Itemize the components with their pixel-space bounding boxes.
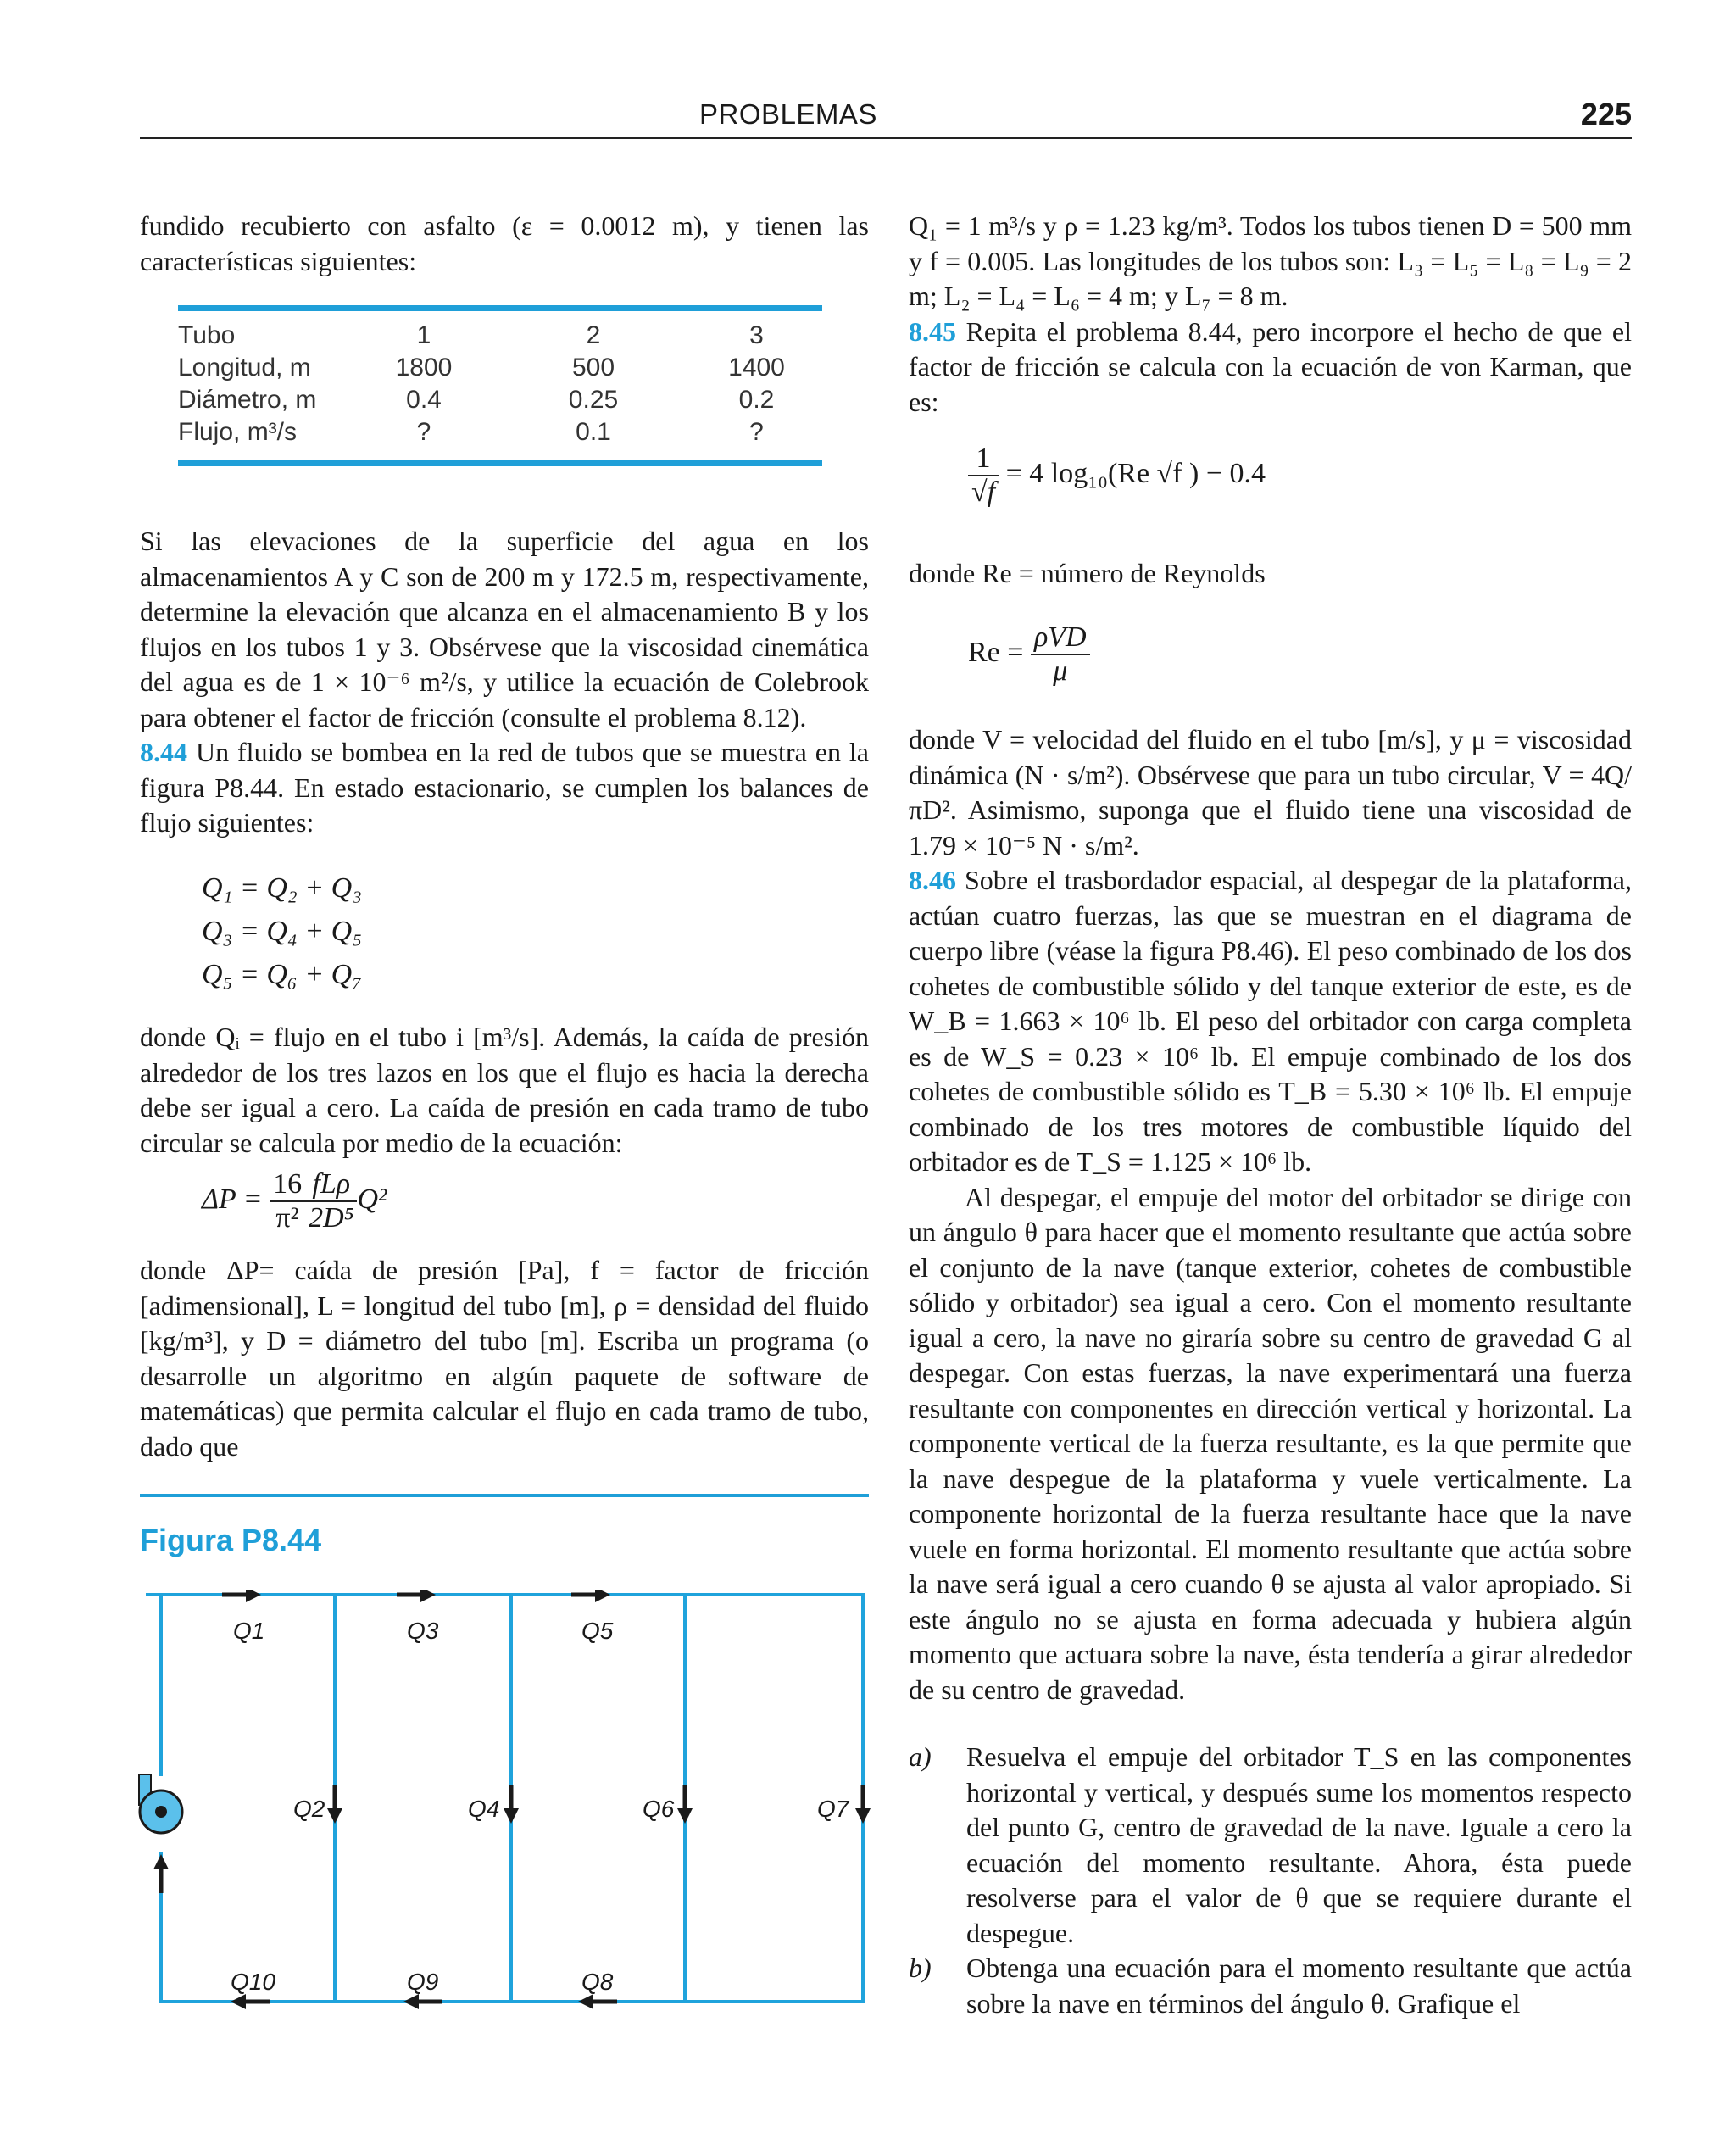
eq-rhs: = 4 log₁₀(Re √f ) − 0.4 [1005,457,1266,489]
arrow-down-q4 [504,1785,519,1824]
right-column-list [909,1740,1632,2021]
frac-den: μ [1053,655,1068,687]
arrow-right-q1 [222,1590,261,1602]
label-q10: Q10 [231,1969,275,1995]
frac-den: π² [275,1202,299,1234]
label-q4: Q4 [468,1796,500,1822]
list-text: Resuelva el empuje del orbitador T_S en las componentes horizontal y vertical, y después sume los momentos respecto del punto G, centro de gravedad de la nave. Iguale a cero la ecuación del momento resultante. Ahora, ésta puede resolverse para el valor de θ que se requiere durante el despegue. [966,1741,1632,1948]
intro-paragraph: fundido recubierto con asfalto (ε = 0.0012 m), y tienen las características siguientes: [140,210,869,276]
table-row [178,320,822,352]
eq-tail: Q² [357,1183,387,1215]
velocity-paragraph: donde V = velocidad del fluido en el tubo [m/s], y μ = viscosidad dinámica (N · s/m²). Obsérvese que para un tubo circular, V = 4Q/πD². Asimismo, suponga que el fluido tiene una viscosidad de 1.79 × 10⁻⁵ N · s/m². [909,724,1632,861]
frac-num: 1 [968,443,999,476]
re-definition [909,556,1632,592]
problem-8-46 [909,863,1632,1180]
re-definition-text: donde Re = número de Reynolds [909,558,1266,588]
table-row [178,416,822,448]
list-item-b [909,1951,1632,2021]
von-karman-equation [968,443,1266,509]
balance-eq-2: Q₃ = Q₄ + Q₅ [202,916,363,947]
arrow-left-q10 [231,1994,270,2009]
figure-rule [140,1494,869,1497]
eq-lhs: ΔP = [202,1183,263,1215]
left-column-body [140,524,869,841]
problem-text: Un fluido se bombea en la red de tubos que se muestra en la figura P8.44. En estado estacionario, se cumplen los balances de flujo siguientes: [140,737,869,838]
table-cell: 1400 [728,354,785,382]
frac-den: √f [971,476,996,508]
eq-lhs: Re = [968,636,1024,668]
pressure-drop-equation [202,1168,387,1234]
row-header-cell: Longitud, m [178,354,311,382]
right-column-body [909,722,1632,1707]
problem-text: Sobre el trasbordador espacial, al despegar de la plataforma, actúan cuatro fuerzas, las que se muestran en el diagrama de cuerpo libre (véase la figura P8.46). El peso combinado de los dos cohetes de combustible sólido y del tanque exterior de este, es de W_B = 1.663 × 10⁶ lb. El peso del orbitador con carga completa es de W_S = 0.23 × 10⁶ lb. El empuje combinado de los dos cohetes de combustible sólido es T_B = 5.30 × 10⁶ lb. El empuje combinado de los tres motores de combustible líquido del orbitador es de T_S = 1.125 × 10⁶ lb. [909,865,1633,1177]
running-title: PROBLEMAS [699,98,877,130]
row-header-cell: Flujo, m³/s [178,418,298,446]
page-number: 225 [1580,97,1632,131]
problem-number: 8.45 [909,315,956,347]
label-q5: Q5 [581,1618,614,1644]
label-q3: Q3 [407,1618,439,1644]
problem-number: 8.46 [909,865,956,895]
reynolds-equation [968,621,1090,688]
row-header-cell: Tubo [178,321,236,349]
eq-frac-2 [305,1168,357,1234]
table-cell: 1 [416,321,431,349]
table-cell: ? [749,418,764,446]
arrow-left-q8 [578,1994,617,2009]
table-cell: 1800 [395,354,453,382]
problem-8-45 [909,315,1632,421]
label-q6: Q6 [643,1796,675,1822]
pipe-data-table [178,320,822,448]
table-bottom-rule [178,460,822,466]
eq-frac [1031,621,1090,688]
label-q7: Q7 [817,1796,849,1822]
flow-balance-equations [202,866,626,996]
list-label: b) [909,1952,932,1983]
arrow-right-q5 [571,1590,610,1602]
page-header [140,93,1632,139]
liftoff-paragraph: Al despegar, el empuje del motor del orbitador se dirige con un ángulo θ para hacer que el momento resultante que actúa sobre el conjunto de la nave (tanque exterior, cohetes de combustible sólido y orbitador) sea igual a cero. Con el momento resultante igual a cero, la nave no giraría sobre su centro de gravedad G al despegar. Con estas fuerzas, la nave experimentará una fuerza resultante con componentes en dirección vertical y horizontal. La componente vertical de la fuerza resultante, es la que permite que la nave despegue de la plataforma y vuele verticalmente. La componente horizontal de la fuerza resultante hace que la nave vuele en forma horizontal. El momento resultante que actúa sobre la nave será igual a cero cuando θ se ajusta al valor apropiado. Si este ángulo no se ajusta en forma adecuada y hubiera algún momento que actuara sobre la nave, ésta tendería a girar alrededor de su centro de gravedad. [909,1181,1632,1705]
figure-title: Figura P8.44 [140,1523,322,1557]
pump-icon [139,1774,182,1833]
arrow-down-q7 [855,1785,871,1824]
table-cell: ? [416,418,431,446]
pipe-network-figure [127,1590,882,2030]
problem-8-44 [140,735,869,841]
table-cell: 0.4 [406,386,442,414]
arrow-right-q3 [397,1590,436,1602]
table-cell: 0.1 [576,418,611,446]
table-top-rule [178,305,822,311]
table-row [178,352,822,384]
flow-labels [231,1618,850,1995]
list-text: Obtenga una ecuación para el momento resultante que actúa sobre la nave en términos del ángulo θ. Grafique el [966,1952,1632,2019]
label-q1: Q1 [233,1618,265,1644]
pipe-network [146,1595,863,2002]
balance-eq-3: Q₅ = Q₆ + Q₇ [202,959,363,990]
left-column-body-2 [140,1020,869,1161]
label-q8: Q8 [581,1969,614,1995]
frac-num: 16 [270,1168,305,1202]
definitions-paragraph: donde ΔP= caída de presión [Pa], f = factor de fricción [adimensional], L = longitud del tubo [m], ρ = densidad del fluido [kg/m³], y D = diámetro del tubo [m]. Escriba un programa (o desarrolle un algoritmo en algún paquete de software de matemáticas) que permita calcular el flujo en cada tramo de tubo, dado que [140,1255,869,1462]
frac-num: ρVD [1031,621,1090,655]
problem-text: Repita el problema 8.44, pero incorpore el hecho de que el factor de fricción se calcula con la ecuación de von Karman, que es: [909,315,1633,417]
table-row [178,384,822,416]
pipe-data-table-block [178,305,822,466]
arrow-down-q2 [327,1785,342,1824]
row-header-cell: Diámetro, m [178,386,317,414]
eq-frac-1 [270,1168,305,1234]
outer-pipes [146,1595,863,2002]
balance-eq-1: Q₁ = Q₂ + Q₃ [202,872,363,904]
eq-frac [968,443,999,509]
reservoir-paragraph: Si las elevaciones de la superficie del agua en los almacenamientos A y C son de 200 m y 172.5 m, respectivamente, determine la elevación que alcanza en el almacenamiento B y los flujos en los tubos 1 y 3. Obsérvese que la viscosidad cinemática del agua es de 1 × 10⁻⁶ m²/s, y utilice la ecuación de Colebrook para obtener el factor de fricción (consulte el problema 8.12). [140,526,869,732]
frac-den: 2D⁵ [309,1202,354,1234]
arrow-up-pump [153,1854,169,1893]
list-label: a) [909,1741,932,1772]
arrow-left-q9 [403,1994,442,2009]
label-q9: Q9 [407,1969,439,1995]
left-column-body-3 [140,1253,869,1464]
list-item-a [909,1740,1632,1951]
given-values-paragraph: Q₁ = 1 m³/s y ρ = 1.23 kg/m³. Todos los tubos tienen D = 500 mm y f = 0.005. Las longitudes de los tubos son: L₃ = L₅ = L₈ = L₉ = 2 m; L₂ = L₄ = L₆ = 4 m; y L₇ = 8 m. [909,210,1632,311]
problem-number: 8.44 [140,737,187,767]
table-cell: 500 [571,354,615,382]
frac-num: fLρ [305,1168,357,1202]
right-column-top [909,209,1632,420]
table-cell: 0.25 [568,386,619,414]
table-cell: 2 [586,321,601,349]
arrow-down-q6 [677,1785,693,1824]
left-column-intro [140,209,869,279]
table-cell: 0.2 [738,386,775,414]
label-q2: Q2 [293,1796,326,1822]
table-cell: 3 [749,321,764,349]
loops-paragraph: donde Qᵢ = flujo en el tubo i [m³/s]. Además, la caída de presión alrededor de los tres lazos en los que el flujo es hacia la derecha debe ser igual a cero. La caída de presión en cada tramo de tubo circular se calcula por medio de la ecuación: [140,1022,869,1158]
